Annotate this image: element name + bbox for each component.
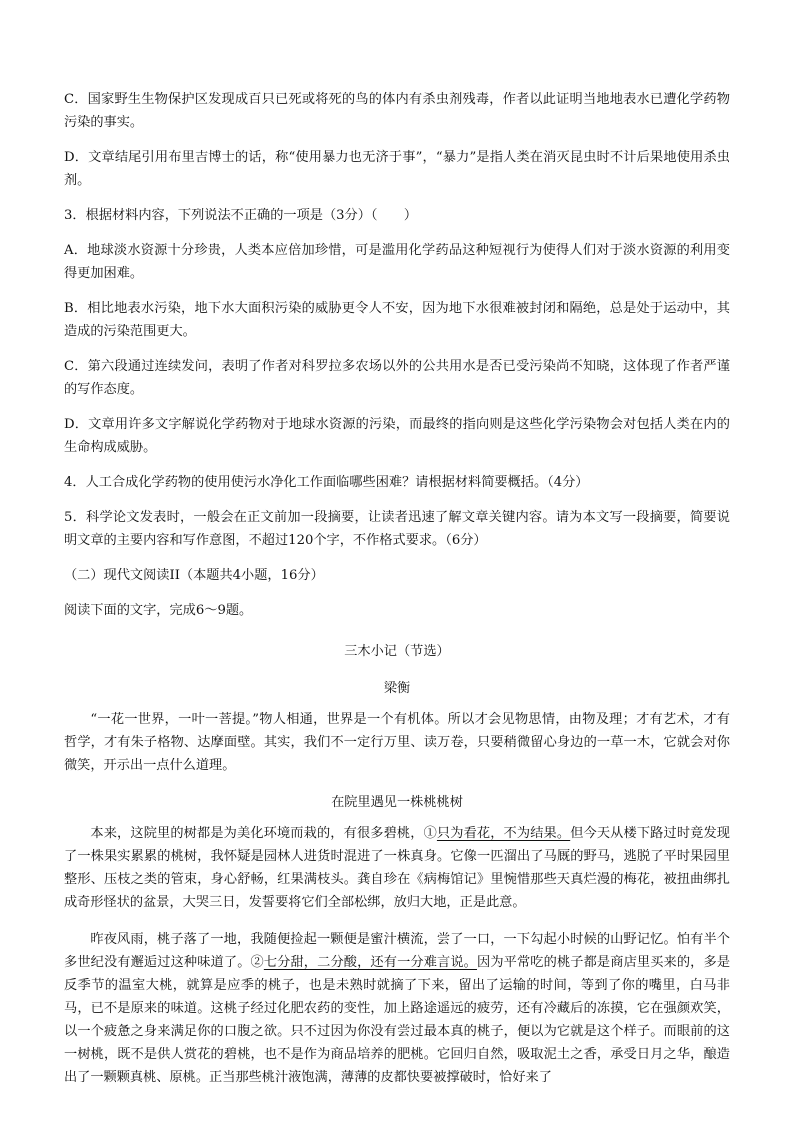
- paragraph-1-text-a: 本来，这院里的树都是为美化环境而栽的，有很多碧桃，①: [90, 826, 437, 841]
- article-paragraph-1: [64, 822, 730, 914]
- underlined-sentence-2: 七分甜，二分酸，还有一分难言说。: [263, 955, 478, 970]
- question-3-option-c: C．第六段通过连续发问，表明了作者对科罗拉多农场以外的公共用水是否已受污染尚不知晓，这体现了作者严谨的写作态度。: [64, 359, 730, 397]
- question-3-option-d: D．文章用许多文字解说化学药物对于地球水资源的污染，而最终的指向则是这些化学污染物会对包括人类在内的生命构成威胁。: [64, 417, 730, 455]
- question-3-option-b: B．相比地表水污染，地下水大面积污染的威胁更令人不安，因为地下水很难被封闭和隔绝，总是处于运动中，其造成的污染范围更大。: [64, 301, 730, 339]
- section-heading: （二）现代文阅读II（本题共4小题，16分）: [64, 568, 324, 583]
- article-title: 三木小记（节选）: [344, 644, 450, 659]
- question-4: 4．人工合成化学药物的使用使污水净化工作面临哪些困难？请根据材料简要概括。（4分）: [64, 475, 589, 490]
- paragraph-2-text-b: 因为平常吃的桃子都是商店里买来的，多是反季节的温室大桃，就算是应季的桃子，也是未熟时就摘了下来，留出了运输的时间，等到了你的嘴里，白马非马，已不是原来的味道。这桃子经过化肥农药的变性，加上路途遥远的疲劳，还有冷藏后的冻摸，它在强颜欢笑，以一个疲惫之身来满足你的口腹之欲。只不过因为你没有尝过最本真的桃子，便以为它就是这个样子。而眼前的这一树桃，既不是供人赏花的碧桃，也不是作为商品培养的肥桃。它回归自然，吸取泥土之香，承受日月之华，酿造出了一颗颗真桃、原桃。正当那些桃汁液饱满，薄薄的皮都快要被撑破时，恰好来了: [64, 955, 731, 1085]
- question-5: 5．科学论文发表时，一般会在正文前加一段摘要，让读者迅速了解文章关键内容。请为本文写一段摘要，简要说明文章的主要内容和写作意图，不超过120个字，不作格式要求。（6分）: [64, 510, 730, 548]
- paragraph-2-text-a: 昨夜风雨，桃子落了一地，我随便捡起一颗便是蜜汁横流，尝了一口，一下勾起小时候的山野记忆。怕有半个多世纪没有邂逅过这种味道了。②: [64, 932, 730, 970]
- question-option-d: D．文章结尾引用布里吉博士的话，称“使用暴力也无济于事”，“暴力”是指人类在消灭昆虫时不计后果地使用杀虫剂。: [64, 150, 730, 188]
- page-content: [64, 88, 730, 1103]
- article-intro: “一花一世界，一叶一菩提。”物人相通，世界是一个有机体。所以才会见物思情，由物及理；才有艺术，才有哲学，才有朱子格物、达摩面壁。其实，我们不一定行万里、读万卷，只要稍微留心身边的一草一木，它就会对你微笑，开示出一点什么道理。: [64, 712, 730, 773]
- underlined-sentence-1: 只为看花，不为结果。: [436, 826, 571, 841]
- article-author: 梁衡: [383, 681, 411, 696]
- article-paragraph-2: [64, 928, 730, 1089]
- question-3-option-a: A．地球淡水资源十分珍贵，人类本应倍加珍惜，可是滥用化学药品这种短视行为使得人们对于淡水资源的利用变得更加困难。: [64, 243, 730, 281]
- question-3-stem: 3．根据材料内容，下列说法不正确的一项是（3分）（ ）: [64, 208, 418, 223]
- section-subtitle: 在院里遇见一株桃桃树: [331, 795, 463, 810]
- question-option-c: C．国家野生生物保护区发现成百只已死或将死的鸟的体内有杀虫剂残毒，作者以此证明当地地表水已遭化学药物污染的事实。: [64, 92, 730, 130]
- reading-instruction: 阅读下面的文字，完成6～9题。: [64, 603, 253, 618]
- paragraph-1-text-b: 但今天从楼下路过时竟发现了一株果实累累的桃树，我怀疑是园林人进货时混进了一株真身。它像一匹溜出了马厩的野马，逃脱了平时果园里整形、压枝之类的管束，身心舒畅，红果满枝头。龚自珍在《病梅馆记》里惋惜那些天真烂漫的梅花，被扭曲绑扎成奇形怪状的盆景，大哭三日，发誓要将它们全部松绑，放归大地，正是此意。: [64, 826, 730, 910]
